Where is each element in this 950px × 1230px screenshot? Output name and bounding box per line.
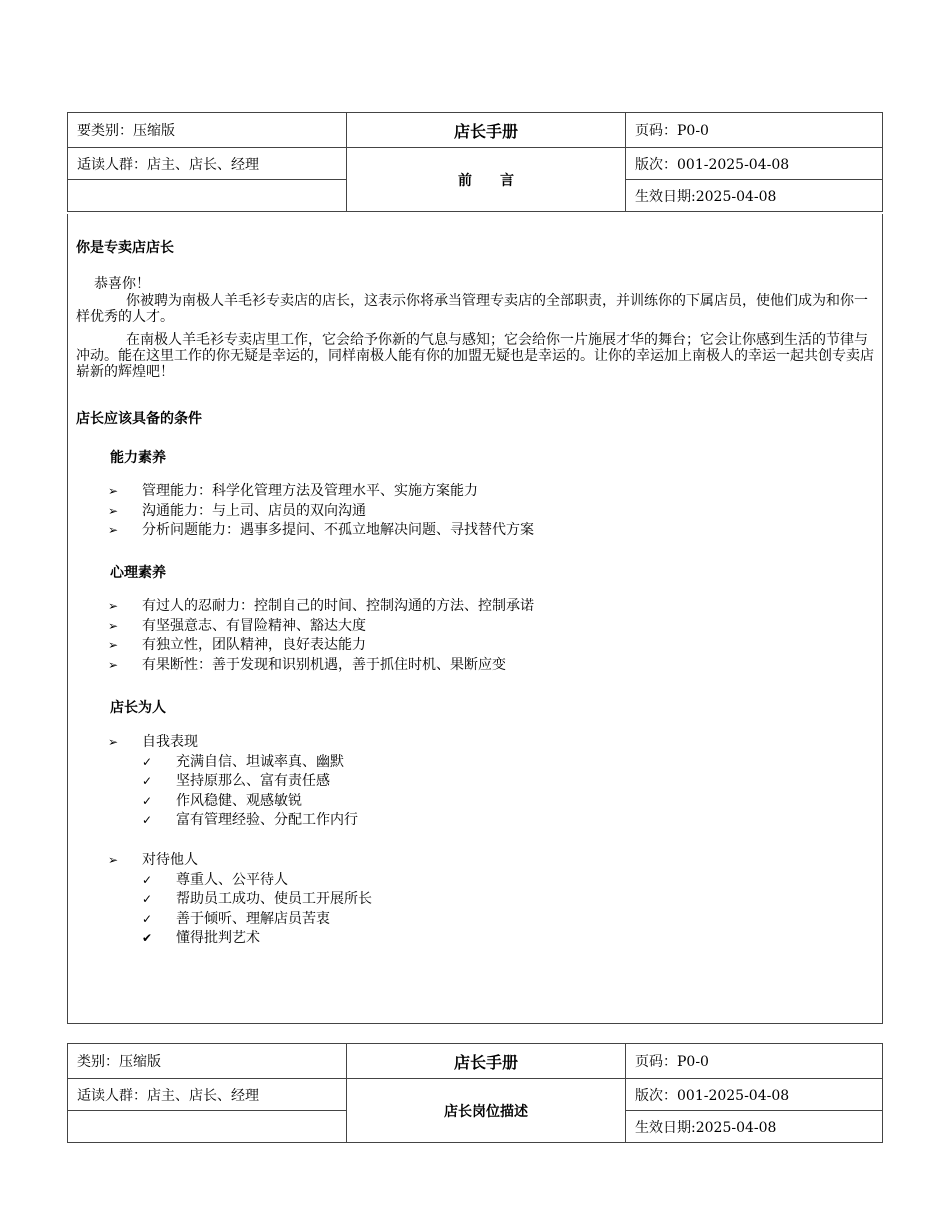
check-icon: ✓ [142, 872, 153, 887]
check-icon: ✓ [142, 813, 153, 827]
self-list [108, 733, 358, 831]
list-item: ➢ 有坚强意志、有冒险精神、豁达大度 [108, 617, 534, 637]
empty-cell [68, 180, 347, 212]
check-icon: ✓ [142, 892, 153, 906]
header-table [67, 112, 883, 212]
check-icon: ✓ [142, 793, 153, 808]
arrow-bullet-icon: ➢ [108, 657, 119, 672]
check-item: ✓ 帮助员工成功、使员工开展所长 [142, 890, 372, 910]
arrow-bullet-icon: ➢ [108, 618, 119, 633]
list-item: ➢ 有过人的忍耐力：控制自己的时间、控制沟通的方法、控制承诺 [108, 597, 534, 617]
section-title: 店长岗位描述 [347, 1079, 626, 1143]
check-item: ✓ 作风稳健、观感敏锐 [142, 792, 358, 812]
list-item: ➢ 管理能力：科学化管理方法及管理水平、实施方案能力 [108, 482, 534, 502]
check-item: ✓ 富有管理经验、分配工作内行 [142, 811, 358, 831]
next-page-header-table [67, 1043, 883, 1143]
heading-psych: 心理素养 [110, 565, 166, 581]
section-title: 前 言 [347, 148, 626, 212]
arrow-bullet-icon: ➢ [108, 503, 119, 518]
audience-cell: 适读人群：店主、店长、经理 [68, 1079, 347, 1111]
ability-list [108, 482, 534, 541]
list-item: ➢ 分析问题能力：遇事多提问、不孤立地解决问题、寻找替代方案 [108, 521, 534, 541]
arrow-bullet-icon: ➢ [108, 484, 119, 498]
effective-date-cell: 生效日期:2025-04-08 [626, 180, 883, 212]
audience-cell: 适读人群：店主、店长、经理 [68, 148, 347, 180]
check-item: ✓ 充满自信、坦诚率真、幽默 [142, 753, 358, 773]
check-item: ✓ 坚持原那么、富有责任感 [142, 772, 358, 792]
heading-ability: 能力素养 [110, 450, 166, 466]
arrow-bullet-icon: ➢ [108, 523, 119, 537]
check-icon: ✓ [142, 754, 153, 769]
check-icon: ✔ [142, 931, 153, 945]
greeting: 恭喜你！ [94, 276, 150, 292]
category-cell: 要类别：压缩版 [68, 113, 347, 148]
empty-cell [68, 1111, 347, 1143]
arrow-bullet-icon: ➢ [108, 638, 119, 652]
psych-list [108, 597, 534, 675]
document-title: 店长手册 [347, 113, 626, 148]
list-item: ➢ 有独立性，团队精神，良好表达能力 [108, 636, 534, 656]
check-item: ✓ 尊重人、公平待人 [142, 871, 372, 891]
list-item: ➢ 沟通能力：与上司、店员的双向沟通 [108, 502, 534, 522]
check-icon: ✓ [142, 911, 153, 926]
list-item: ➢ 对待他人 ✓ 尊重人、公平待人 ✓ 帮助员工成功、使员工开展所长 ✓ 善于倾听、理解店员苦衷 ✔ 懂得批判艺术 [108, 851, 372, 949]
version-cell: 版次：001-2025-04-08 [626, 1079, 883, 1111]
arrow-bullet-icon: ➢ [108, 599, 119, 613]
heading-store-manager: 你是专卖店店长 [76, 240, 174, 256]
paragraph-2: 在南极人羊毛衫专卖店里工作，它会给予你新的气息与感知；它会给你一片施展才华的舞台；它会让你感到生活的节律与冲动。能在这里工作的你无疑是幸运的，同样南极人能有你的加盟无疑也是幸运的。让你的幸运加上南极人的幸运一起共创专卖店崭新的辉煌吧！ [76, 332, 874, 380]
version-cell: 版次：001-2025-04-08 [626, 148, 883, 180]
arrow-bullet-icon: ➢ [108, 735, 119, 749]
paragraph-1: 你被聘为南极人羊毛衫专卖店的店长，这表示你将承当管理专卖店的全部职责，并训练你的下属店员，使他们成为和你一样优秀的人才。 [76, 293, 868, 325]
effective-date-cell: 生效日期:2025-04-08 [626, 1111, 883, 1143]
arrow-bullet-icon: ➢ [108, 853, 119, 867]
others-list [108, 851, 372, 949]
category-cell: 类别：压缩版 [68, 1044, 347, 1079]
heading-person: 店长为人 [110, 700, 166, 716]
content-box [67, 214, 883, 1024]
list-item: ➢ 有果断性：善于发现和识别机遇，善于抓住时机、果断应变 [108, 656, 534, 676]
check-item: ✓ 善于倾听、理解店员苦衷 [142, 910, 372, 930]
heading-requirements: 店长应该具备的条件 [76, 411, 202, 427]
page-number: 页码：P0-0 [626, 1044, 883, 1079]
list-item: ➢ 自我表现 ✓ 充满自信、坦诚率真、幽默 ✓ 坚持原那么、富有责任感 ✓ 作风稳健、观感敏锐 ✓ 富有管理经验、分配工作内行 [108, 733, 358, 831]
page-number: 页码：P0-0 [626, 113, 883, 148]
check-item: ✔ 懂得批判艺术 [142, 929, 372, 949]
document-title: 店长手册 [347, 1044, 626, 1079]
check-icon: ✓ [142, 774, 153, 788]
